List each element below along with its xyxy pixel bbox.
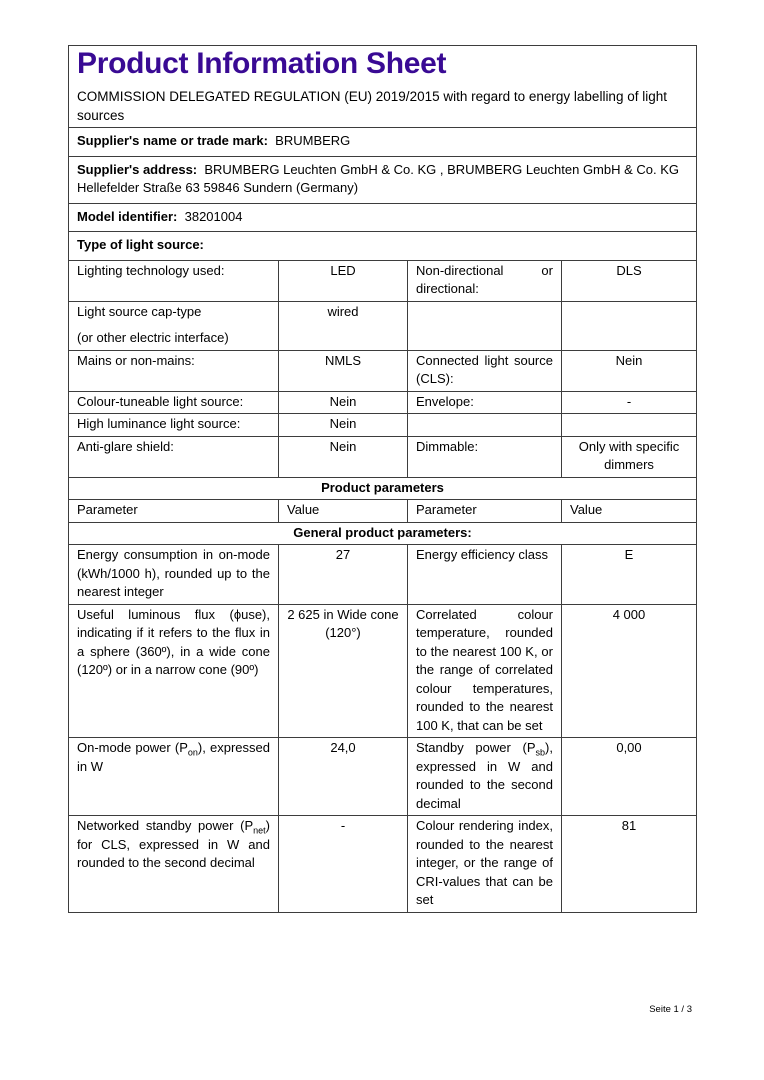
- networked-standby-power-cell: 81: [562, 816, 697, 913]
- page-title: Product Information Sheet: [77, 47, 447, 80]
- row-type-of-light-source: [69, 232, 697, 261]
- param-value-header-cell: Parameter: [408, 500, 562, 523]
- mains-or-non-mains-cell: Connected light source (CLS):: [408, 350, 562, 391]
- useful-luminous-flux-cell: 2 625 in Wide cone (120°): [279, 604, 408, 738]
- param-value-header-cell: Value: [562, 500, 697, 523]
- networked-standby-power-cell: Networked standby power $(P_{net})$ for CLS, expressed in W and rounded to the second decimal: [69, 816, 279, 913]
- anti-glare-shield-cell: Anti-glare shield:: [69, 436, 279, 477]
- row-anti-glare-shield: [69, 436, 697, 477]
- networked-standby-power-cell: -: [279, 816, 408, 913]
- row-high-luminance: [69, 414, 697, 437]
- mains-or-non-mains-cell: Nein: [562, 350, 697, 391]
- row-general-parameters-header: [69, 522, 697, 545]
- cap-type-cell: Light source cap-type (or other electric interface): [69, 301, 279, 350]
- colour-tuneable-cell: Nein: [279, 391, 408, 414]
- page-number: Seite 1 / 3: [649, 1004, 692, 1015]
- cap-type-cell: [562, 301, 697, 350]
- colour-tuneable-cell: -: [562, 391, 697, 414]
- product-info-table: [68, 45, 697, 913]
- model-identifier-cell: Model identifier: 38201004: [69, 203, 697, 232]
- row-on-mode-power: [69, 738, 697, 816]
- high-luminance-cell: Nein: [279, 414, 408, 437]
- row-colour-tuneable: [69, 391, 697, 414]
- useful-luminous-flux-cell: Correlated colour temperature, rounded to the nearest 100 K, or the range of correlated colour temperatures, rounded to the nearest 100 K, that can be set: [408, 604, 562, 738]
- high-luminance-cell: [562, 414, 697, 437]
- energy-consumption-cell: Energy efficiency class: [408, 545, 562, 605]
- row-supplier-name: [69, 128, 697, 157]
- mains-or-non-mains-cell: Mains or non-mains:: [69, 350, 279, 391]
- lighting-technology-cell: Lighting technology used:: [69, 260, 279, 301]
- param-value-header-cell: Value: [279, 500, 408, 523]
- product-parameters-header-cell: Product parameters: [69, 477, 697, 500]
- energy-consumption-cell: E: [562, 545, 697, 605]
- supplier-address-cell: Supplier's address: BRUMBERG Leuchten GmbH & Co. KG , BRUMBERG Leuchten GmbH & Co. KG Hellefelder Straße 63 59846 Sundern (Germany): [69, 156, 697, 203]
- lighting-technology-cell: DLS: [562, 260, 697, 301]
- row-lighting-technology: [69, 260, 697, 301]
- anti-glare-shield-cell: Dimmable:: [408, 436, 562, 477]
- energy-consumption-cell: Energy consumption in on-mode (kWh/1000 h), rounded up to the nearest integer: [69, 545, 279, 605]
- anti-glare-shield-cell: Nein: [279, 436, 408, 477]
- energy-consumption-cell: 27: [279, 545, 408, 605]
- regulation-subtitle: COMMISSION DELEGATED REGULATION (EU) 2019/2015 with regard to energy labelling of light sources: [77, 89, 667, 123]
- row-mains-or-non-mains: [69, 350, 697, 391]
- title-cell: [69, 46, 697, 128]
- row-networked-standby-power: [69, 816, 697, 913]
- colour-tuneable-cell: Envelope:: [408, 391, 562, 414]
- type-of-light-source-cell: Type of light source:: [69, 232, 697, 261]
- high-luminance-cell: [408, 414, 562, 437]
- row-model-identifier: [69, 203, 697, 232]
- lighting-technology-cell: LED: [279, 260, 408, 301]
- row-supplier-address: [69, 156, 697, 203]
- row-cap-type: [69, 301, 697, 350]
- title-row: [69, 46, 697, 128]
- supplier-name-cell: Supplier's name or trade mark: BRUMBERG: [69, 128, 697, 157]
- useful-luminous-flux-cell: Useful luminous flux (ϕuse), indicating if it refers to the flux in a sphere (360º), in a wide cone (120º) or in a narrow cone (90º): [69, 604, 279, 738]
- row-product-parameters-header: [69, 477, 697, 500]
- general-parameters-header-cell: General product parameters:: [69, 522, 697, 545]
- on-mode-power-cell: On-mode power $(P_{on})$, expressed in W: [69, 738, 279, 816]
- networked-standby-power-cell: Colour rendering index, rounded to the nearest integer, or the range of CRI-values that can be set: [408, 816, 562, 913]
- on-mode-power-cell: Standby power $(P_{sb})$, expressed in W and rounded to the second decimal: [408, 738, 562, 816]
- mains-or-non-mains-cell: NMLS: [279, 350, 408, 391]
- high-luminance-cell: High luminance light source:: [69, 414, 279, 437]
- cap-type-cell: [408, 301, 562, 350]
- cap-type-cell: wired: [279, 301, 408, 350]
- on-mode-power-cell: 0,00: [562, 738, 697, 816]
- row-param-value-header: [69, 500, 697, 523]
- anti-glare-shield-cell: Only with specific dimmers: [562, 436, 697, 477]
- param-value-header-cell: Parameter: [69, 500, 279, 523]
- lighting-technology-cell: Non-directional or directional:: [408, 260, 562, 301]
- on-mode-power-cell: 24,0: [279, 738, 408, 816]
- colour-tuneable-cell: Colour-tuneable light source:: [69, 391, 279, 414]
- row-energy-consumption: [69, 545, 697, 605]
- useful-luminous-flux-cell: 4 000: [562, 604, 697, 738]
- row-useful-luminous-flux: [69, 604, 697, 738]
